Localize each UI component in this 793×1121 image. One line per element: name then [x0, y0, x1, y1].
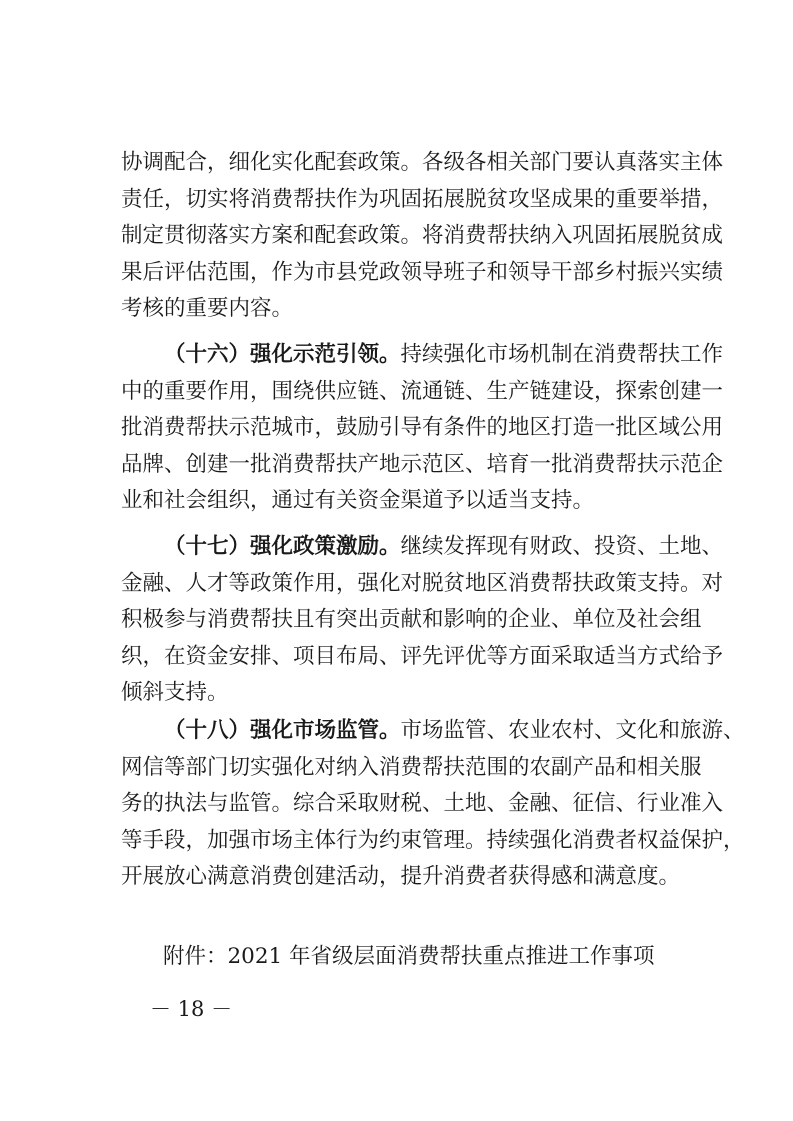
text-line: 开展放心满意消费创建活动，提升消费者获得感和满意度。	[121, 864, 681, 890]
paragraph-section-17	[121, 529, 724, 712]
text-line: 协调配合，细化实化配套政策。各级各相关部门要认真落实主体	[121, 150, 724, 175]
text-line-first	[121, 529, 724, 566]
text-line: 等手段，加强市场主体行为约束管理。持续强化消费者权益保护，	[121, 827, 745, 853]
text-line: 果后评估范围，作为市县党政领导班子和领导干部乡村振兴实绩	[121, 259, 724, 285]
section-text: 市场监管、农业农村、文化和旅游、	[400, 718, 745, 743]
section-heading: （十七）强化政策激励。	[164, 534, 401, 559]
text-line: 金融、人才等政策作用，强化对脱贫地区消费帮扶政策支持。对	[121, 570, 724, 596]
paragraph-section-16	[121, 337, 724, 520]
text-line: 制定贯彻落实方案和配套政策。将消费帮扶纳入巩固拓展脱贫成	[121, 223, 724, 249]
text-line-first	[121, 337, 724, 374]
text-line: 品牌、创建一批消费帮扶产地示范区、培育一批消费帮扶示范企	[121, 451, 724, 477]
text-line: 批消费帮扶示范城市，鼓励引导有条件的地区打造一批区域公用	[121, 415, 724, 441]
section-heading: （十六）强化示范引领。	[164, 342, 401, 367]
text-line: 务的执法与监管。综合采取财税、土地、金融、征信、行业准入	[121, 791, 724, 817]
text-line: 倾斜支持。	[121, 680, 229, 706]
paragraph-continuation	[121, 145, 724, 328]
text-line: 中的重要作用，围绕供应链、流通链、生产链建设，探索创建一	[121, 378, 724, 404]
text-line: 业和社会组织，通过有关资金渠道予以适当支持。	[121, 488, 595, 514]
section-text: 持续强化市场机制在消费帮扶工作	[400, 342, 724, 367]
text-line: 责任，切实将消费帮扶作为巩固拓展脱贫攻坚成果的重要举措，	[121, 186, 724, 212]
section-heading: （十八）强化市场监管。	[164, 718, 401, 743]
page-number: － 18 －	[150, 997, 233, 1021]
text-line: 网信等部门切实强化对纳入消费帮扶范围的农副产品和相关服	[121, 754, 702, 780]
text-line: 考核的重要内容。	[121, 296, 294, 322]
text-line: 积极参与消费帮扶且有突出贡献和影响的企业、单位及社会组	[121, 607, 702, 633]
paragraph-section-18	[121, 713, 745, 896]
attachment-note: 附件：2021 年省级层面消费帮扶重点推进工作事项	[163, 944, 655, 969]
text-line-first	[121, 713, 745, 750]
text-line: 织，在资金安排、项目布局、评先评优等方面采取适当方式给予	[121, 643, 724, 669]
section-text: 继续发挥现有财政、投资、土地、	[400, 534, 724, 559]
